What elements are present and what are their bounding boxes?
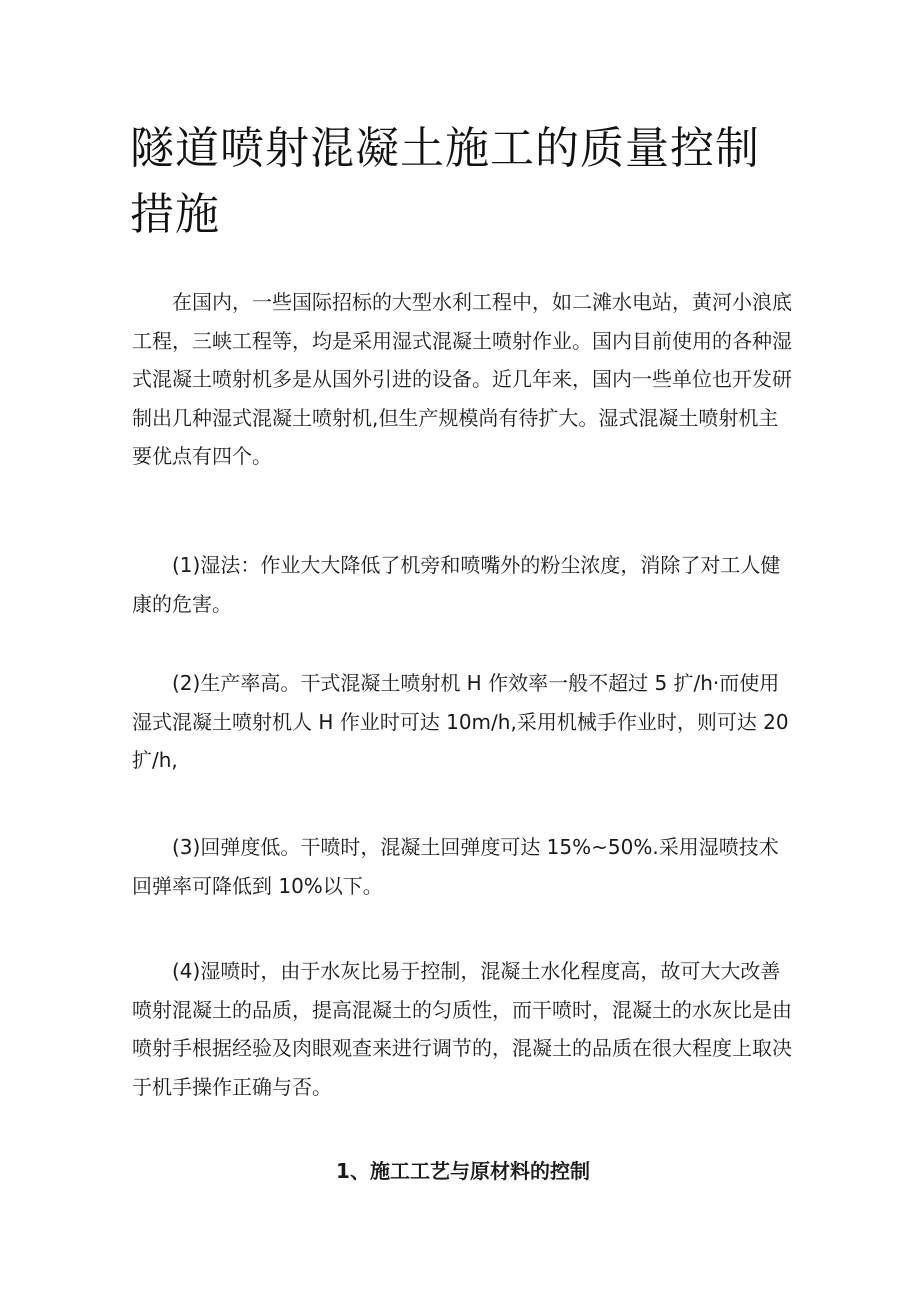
document-title: 隧道喷射混凝土施工的质量控制措施 — [130, 123, 760, 240]
advantage-paragraph-4: (4)湿喷时，由于水灰比易于控制，混凝土水化程度高，故可大大改善喷射混凝土的品质，提高混凝土的匀质性，而干喷时，混凝土的水灰比是由喷射手根据经验及肉眼观查来进行调节的，混凝土的品质在很大程度上取决于机手操作正确与否。 — [132, 959, 792, 1099]
advantage-paragraph-3: (3)回弹度低。干喷时，混凝土回弹度可达 15%~50%.采用湿喷技术回弹率可降低到 10%以下。 — [132, 835, 779, 898]
advantage-paragraph-2: (2)生产率高。干式混凝土喷射机 H 作效率一般不超过 5 扩/h·而使用湿式混凝土喷射机人 H 作业时可达 10m∕h,采用机械手作业时，则可达 20 扩/h, — [132, 671, 789, 772]
section-heading: 1、施工工艺与原材料的控制 — [336, 1159, 590, 1183]
advantage-paragraph-1: (1)湿法：作业大大降低了机旁和喷嘴外的粉尘浓度，消除了对工人健康的危害。 — [132, 553, 781, 616]
intro-paragraph: 在国内，一些国际招标的大型水利工程中，如二滩水电站，黄河小浪底工程，三峡工程等，均是采用湿式混凝土喷射作业。国内目前使用的各种湿式混凝土喷射机多是从国外引进的设备。近几年来，国内一些单位也开发研制出几种湿式混凝土喷射机,但生产规模尚有待扩大。湿式混凝土喷射机主要优点有四个。 — [132, 290, 792, 468]
